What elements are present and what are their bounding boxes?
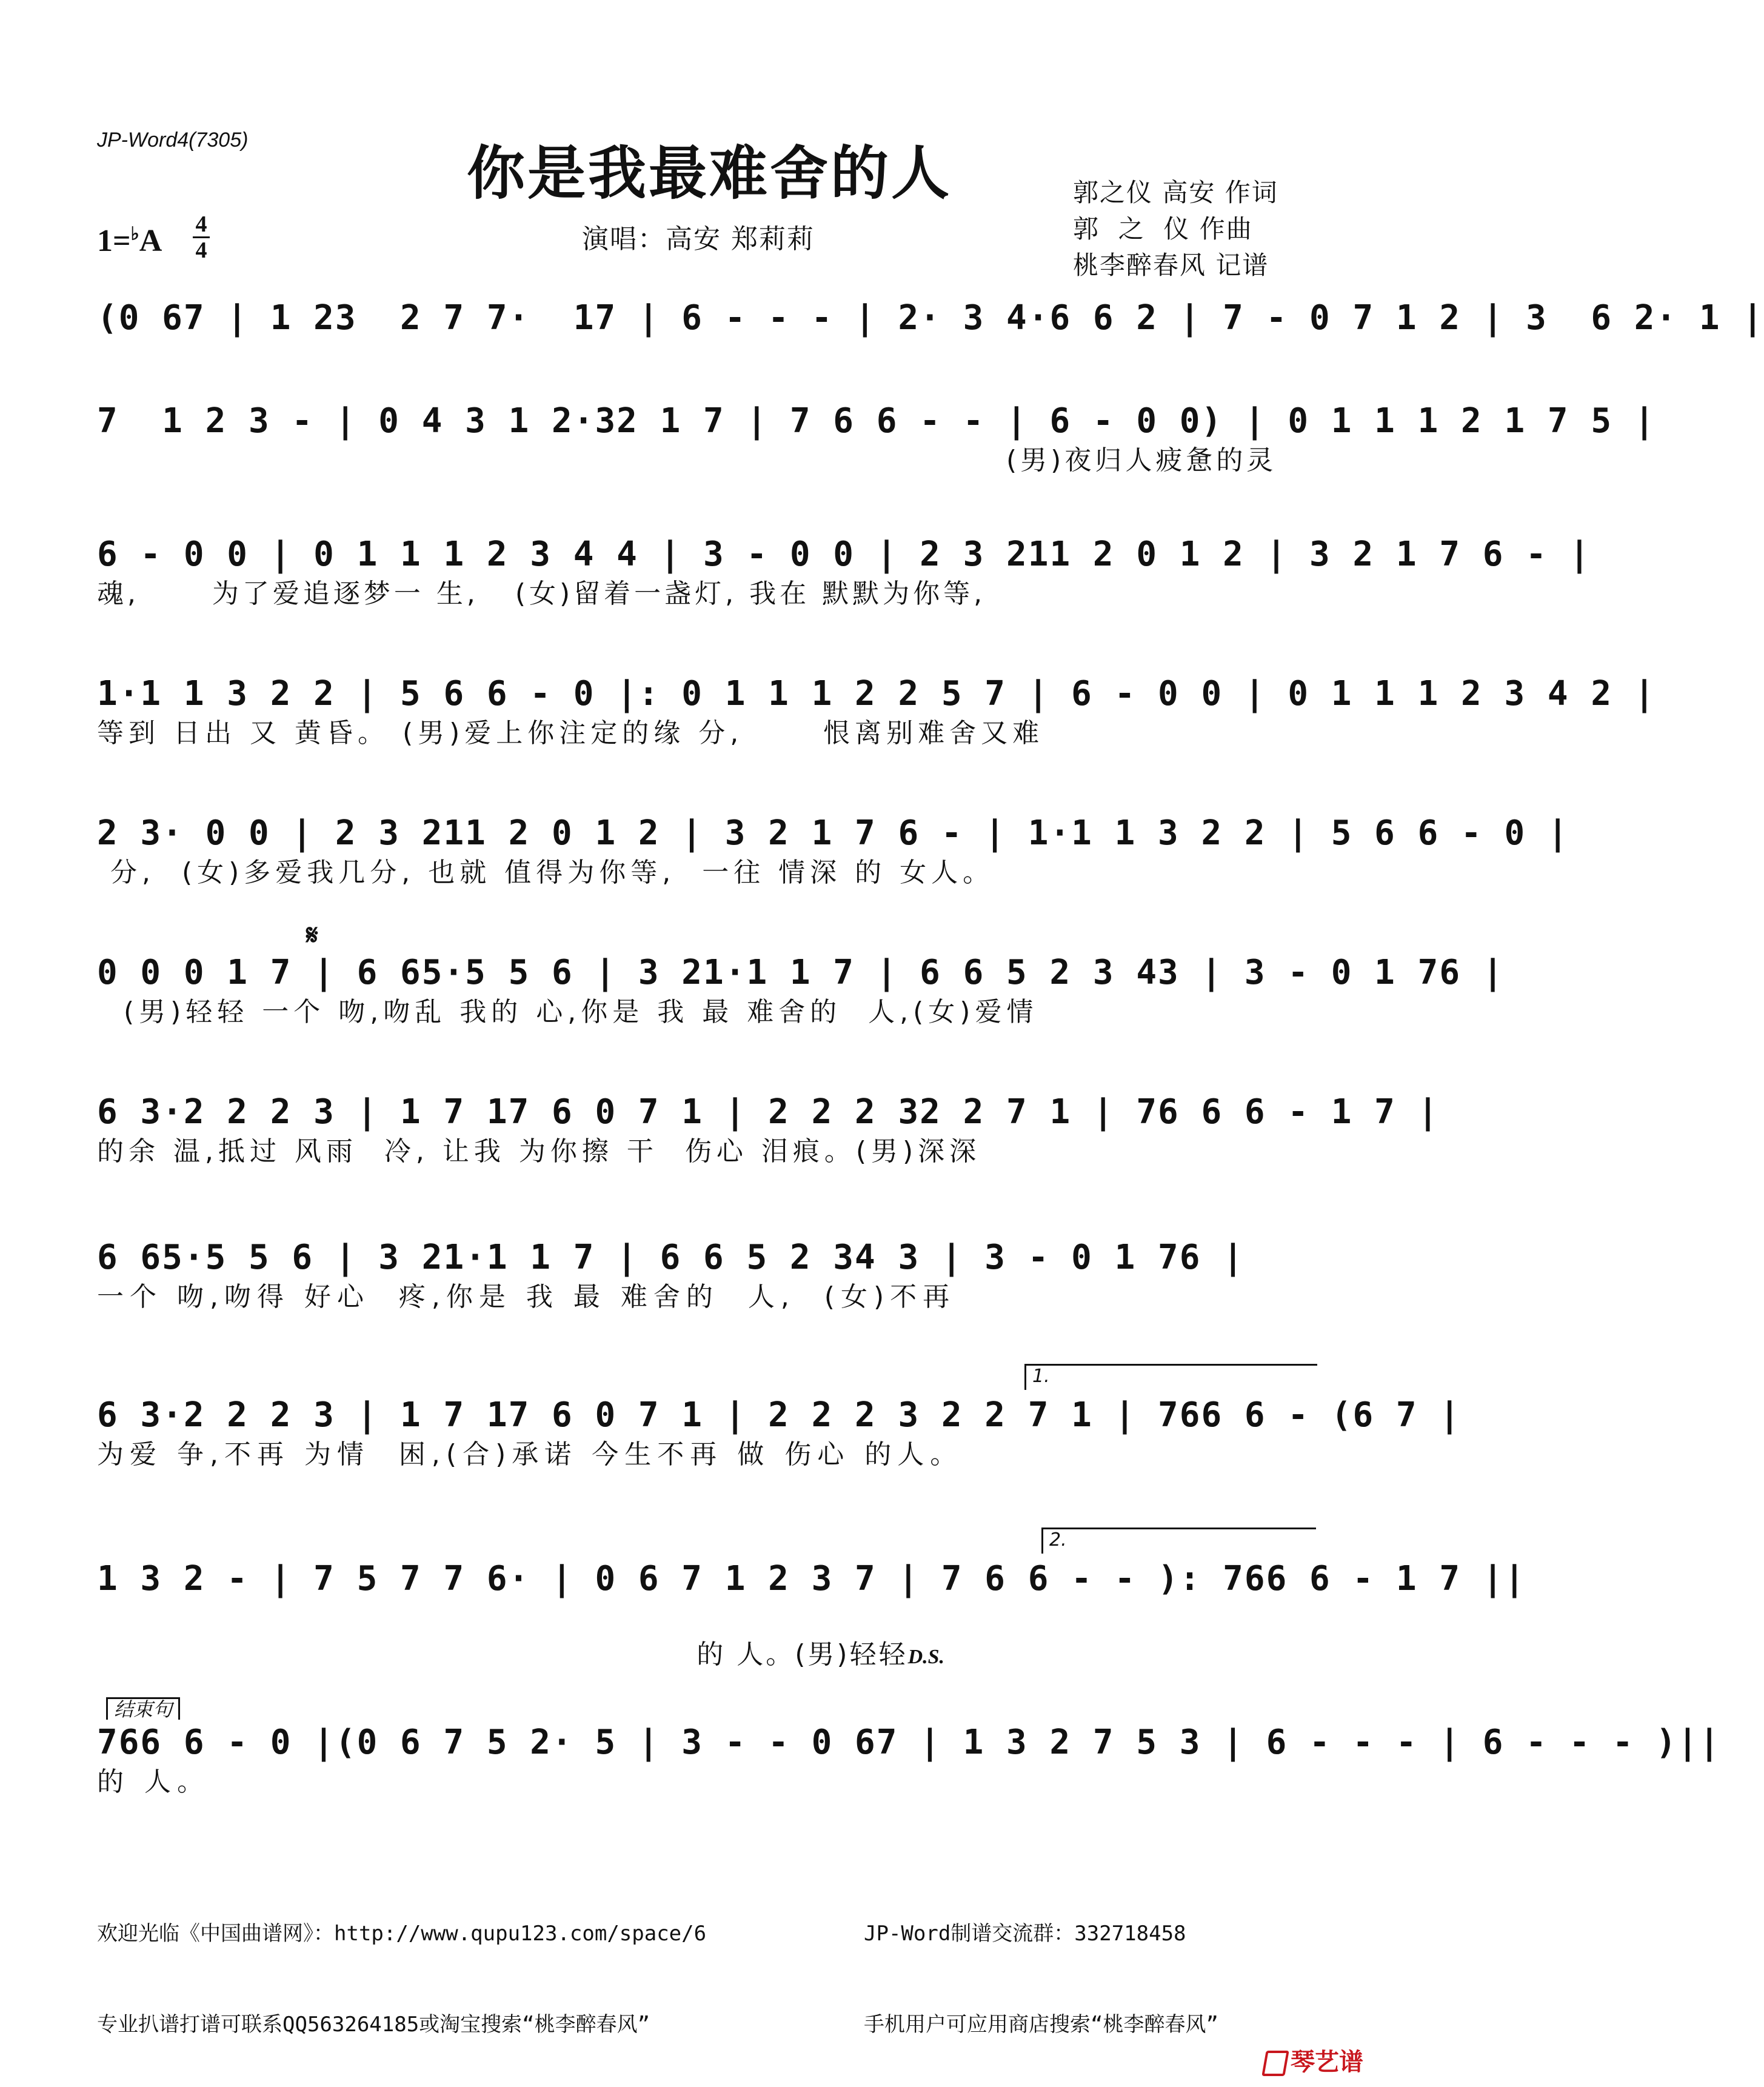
- footer-group: JP-Word制谱交流群：332718458: [864, 1922, 1186, 1946]
- credit-composer: 郭 之 仪 作曲: [1073, 214, 1253, 244]
- staff-4: [97, 673, 1656, 752]
- footer-left: [97, 1858, 706, 2070]
- singer-label: 演唱：高安 郑莉莉: [582, 224, 815, 255]
- staff-lyrics: (男)轻轻 一个 吻,吻乱 我的 心,你是 我 最 难舍的 人,(女)爱情: [97, 997, 1038, 1027]
- key-signature: [97, 223, 162, 259]
- first-ending-bracket: [1024, 1364, 1317, 1390]
- staff-notes: 6 3·2 2 2 3 | 1 7 17 6 0 7 1 | 2 2 2 32 2 7 1 | 76 6 6 - 1 7 |: [97, 1092, 1440, 1132]
- time-signature: [193, 213, 210, 261]
- credit-lyricist: 郭之仪 高安 作词: [1073, 178, 1278, 207]
- key-prefix: 1=: [97, 224, 131, 258]
- staff-5: [97, 812, 1569, 891]
- logo-icon: [1261, 2051, 1289, 2076]
- staff-2: [97, 400, 1656, 479]
- footer-mobile: 手机用户可应用商店搜索“桃李醉春风”: [864, 2012, 1218, 2037]
- staff-notes: 6 - 0 0 | 0 1 1 1 2 3 4 4 | 3 - 0 0 | 2 3 211 2 0 1 2 | 3 2 1 7 6 - |: [97, 535, 1591, 574]
- staff-9: [97, 1394, 1462, 1473]
- staff-notes: 7 1 2 3 - | 0 4 3 1 2·32 1 7 | 7 6 6 - - | 6 - 0 0) | 0 1 1 1 2 1 7 5 |: [97, 401, 1656, 441]
- staff-notes: 6 3·2 2 2 3 | 1 7 17 6 0 7 1 | 2 2 2 3 2 2 7 1 | 766 6 - (6 7 |: [97, 1395, 1462, 1435]
- staff-3: [97, 533, 1591, 612]
- staff-8: [97, 1237, 1321, 1315]
- staff-10: [97, 1558, 1526, 1712]
- time-top: 4: [195, 212, 207, 237]
- second-ending-label: 2.: [1049, 1529, 1067, 1551]
- second-ending-bracket: [1041, 1528, 1316, 1554]
- staff-notes: 1·1 1 3 2 2 | 5 6 6 - 0 |: 0 1 1 1 2 2 5 7 | 6 - 0 0 | 0 1 1 1 2 3 4 2 |: [97, 674, 1656, 713]
- first-ending-label: 1.: [1032, 1366, 1050, 1387]
- page-title: 你是我最难舍的人: [467, 139, 952, 207]
- logo-text: 琴艺谱: [1291, 2048, 1363, 2076]
- software-label: JP-Word4(7305): [97, 129, 249, 152]
- staff-lyrics: 的 人。: [97, 1766, 210, 1797]
- flat-icon: ♭: [130, 224, 139, 244]
- ds-mark: D.S.: [907, 1646, 945, 1668]
- staff-lyrics: 魂, 为了爱追逐梦一 生, (女)留着一盏灯, 我在 默默为你等,: [97, 578, 986, 609]
- staff-lyrics: (男)夜归人疲惫的灵: [1006, 445, 1277, 476]
- staff-notes: (0 67 | 1 23 2 7 7· 17 | 6 - - - | 2· 3 4·6 6 2 | 7 - 0 7 1 2 | 3 6 2· 1 |: [97, 298, 1764, 338]
- time-bottom: 4: [195, 238, 207, 263]
- staff-lyrics: 等到 日出 又 黄昏。 (男)爱上你注定的缘 分, 恨离别难舍又难: [97, 718, 1044, 749]
- staff-notes: 2 3· 0 0 | 2 3 211 2 0 1 2 | 3 2 1 7 6 - | 1·1 1 3 2 2 | 5 6 6 - 0 |: [97, 813, 1569, 853]
- staff-1: [97, 297, 1764, 339]
- key-note: A: [139, 224, 162, 258]
- brand-logo: [1264, 2043, 1363, 2077]
- footer-website: 欢迎光临《中国曲谱网》：http://www.qupu123.com/space/6: [97, 1922, 707, 1946]
- staff-notes: 1 3 2 - | 7 5 7 7 6· | 0 6 7 1 2 3 7 | 7 6 6 - - ): 766 6 - 1 7 ||: [97, 1559, 1526, 1598]
- footer-right: [864, 1858, 1218, 2070]
- staff-lyrics: [97, 1600, 1321, 1712]
- staff-7: [97, 1091, 1440, 1170]
- credit-transcriber: 桃李醉春风 记谱: [1073, 250, 1269, 280]
- staff-lyrics: 分, (女)多爱我几分, 也就 值得为你等, 一往 情深 的 女人。: [97, 857, 995, 888]
- ending-phrase-label: 结束句: [106, 1697, 180, 1720]
- staff-lyrics: 一个 吻,吻得 好心 疼,你是 我 最 难舍的 人, (女)不再: [97, 1281, 956, 1312]
- staff-11: [97, 1721, 1721, 1800]
- staff-lyrics: 的余 温,抵过 风雨 冷, 让我 为你擦 干 伤心 泪痕。(男)深深: [97, 1136, 981, 1167]
- staff-notes: 0 0 0 1 7 | 6 65·5 5 6 | 3 21·1 1 7 | 6 6 5 2 3 43 | 3 - 0 1 76 |: [97, 953, 1505, 992]
- staff-lyrics-text: 的 人。(男)轻轻: [140, 1639, 908, 1670]
- credits-block: [1073, 175, 1278, 284]
- staff-notes: 766 6 - 0 |(0 6 7 5 2· 5 | 3 - - 0 67 | 1 3 2 7 5 3 | 6 - - - | 6 - - - )||: [97, 1723, 1721, 1762]
- staff-lyrics: 为爱 争,不再 为情 困,(合)承诺 今生不再 做 伤心 的人。: [97, 1439, 963, 1470]
- footer-contact: 专业扒谱打谱可联系QQ563264185或淘宝搜索“桃李醉春风”: [97, 2012, 650, 2037]
- segno-sign: 𝄋: [306, 918, 318, 951]
- staff-6: [97, 952, 1505, 1030]
- staff-notes: 6 65·5 5 6 | 3 21·1 1 7 | 6 6 5 2 34 3 | 3 - 0 1 76 |: [97, 1238, 1244, 1277]
